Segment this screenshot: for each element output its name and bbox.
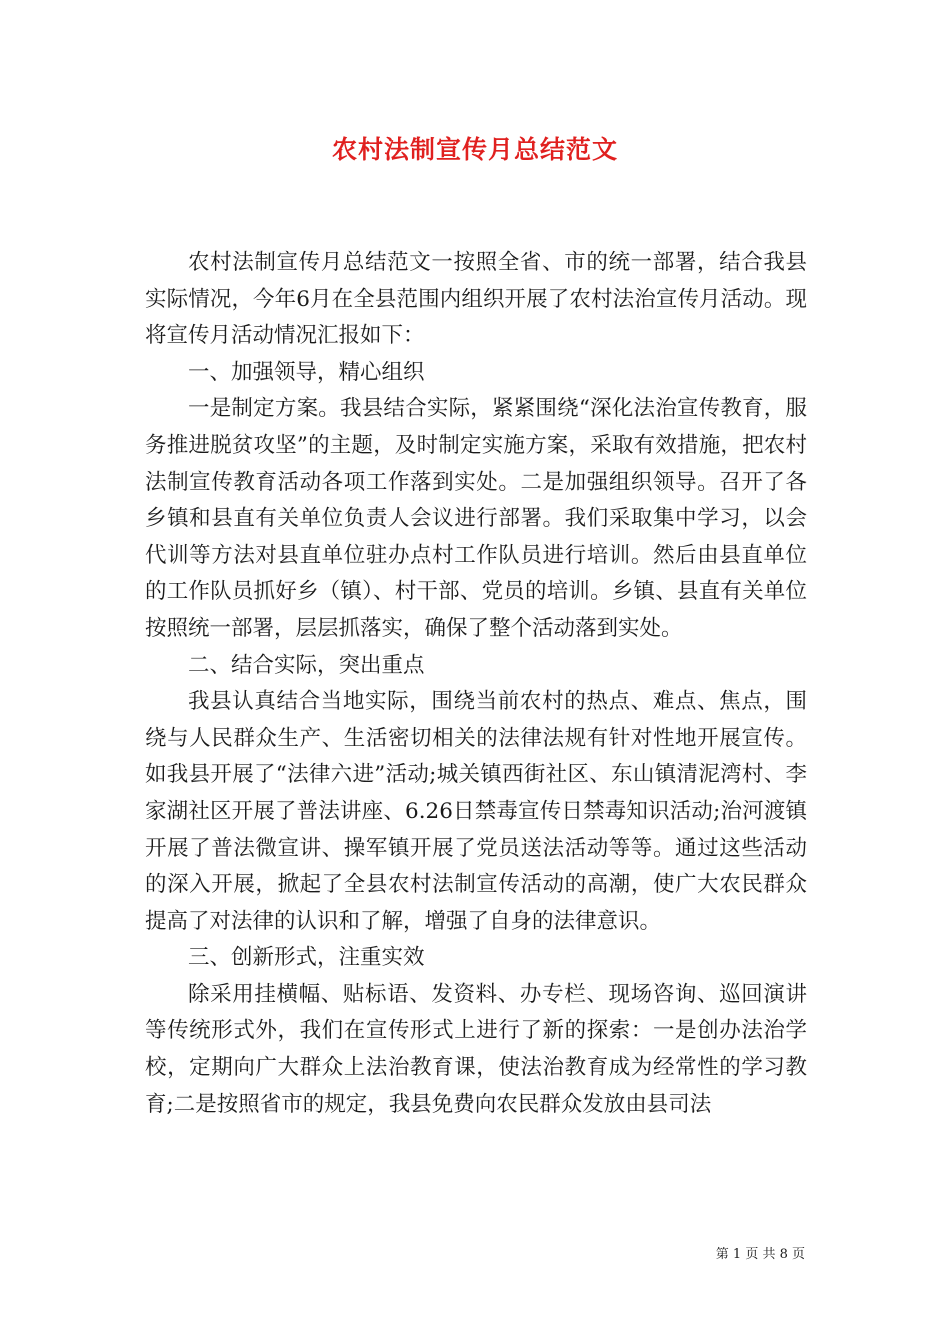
section-heading-1: 一、加强领导，精心组织 bbox=[188, 359, 425, 385]
document-body bbox=[145, 245, 807, 1123]
paragraph-section-3: 除采用挂横幅、贴标语、发资料、办专栏、现场咨询、巡回演讲等传统形式外，我们在宣传形式上进行了新的探索：一是创办法治学校，定期向广大群众上法治教育课，使法治教育成为经常性的学习教育;二是按照省市的规定，我县免费向农民群众发放由县司法 bbox=[145, 981, 807, 1117]
page-number-footer: 第 1 页 共 8 页 bbox=[715, 1247, 805, 1262]
section-heading-2: 二、结合实际，突出重点 bbox=[188, 652, 425, 678]
paragraph-section-1: 一是制定方案。我县结合实际，紧紧围绕“深化法治宣传教育，服务推进脱贫攻坚”的主题，及时制定实施方案，采取有效措施，把农村法制宣传教育活动各项工作落到实处。二是加强组织领导。召开了各乡镇和县直有关单位负责人会议进行部署。我们采取集中学习，以会代训等方法对县直单位驻办点村工作队员进行培训。然后由县直单位的工作队员抓好乡（镇）、村干部、党员的培训。乡镇、县直有关单位按照统一部署，层层抓落实，确保了整个活动落到实处。 bbox=[145, 396, 807, 641]
paragraph-intro: 农村法制宣传月总结范文一按照全省、市的统一部署，结合我县实际情况，今年6月在全县范围内组织开展了农村法治宣传月活动。现将宣传月活动情况汇报如下： bbox=[145, 250, 807, 349]
section-heading-3: 三、创新形式，注重实效 bbox=[188, 945, 425, 971]
paragraph-section-2: 我县认真结合当地实际，围绕当前农村的热点、难点、焦点，围绕与人民群众生产、生活密切相关的法律法规有针对性地开展宣传。如我县开展了“法律六进”活动;城关镇西街社区、东山镇清泥湾村、李家湖社区开展了普法讲座、6.26日禁毒宣传日禁毒知识活动;治河渡镇开展了普法微宣讲、操军镇开展了党员送法活动等等。通过这些活动的深入开展，掀起了全县农村法制宣传活动的高潮，使广大农民群众提高了对法律的认识和了解，增强了自身的法律意识。 bbox=[145, 689, 807, 934]
document-title: 农村法制宣传月总结范文 bbox=[331, 135, 618, 164]
